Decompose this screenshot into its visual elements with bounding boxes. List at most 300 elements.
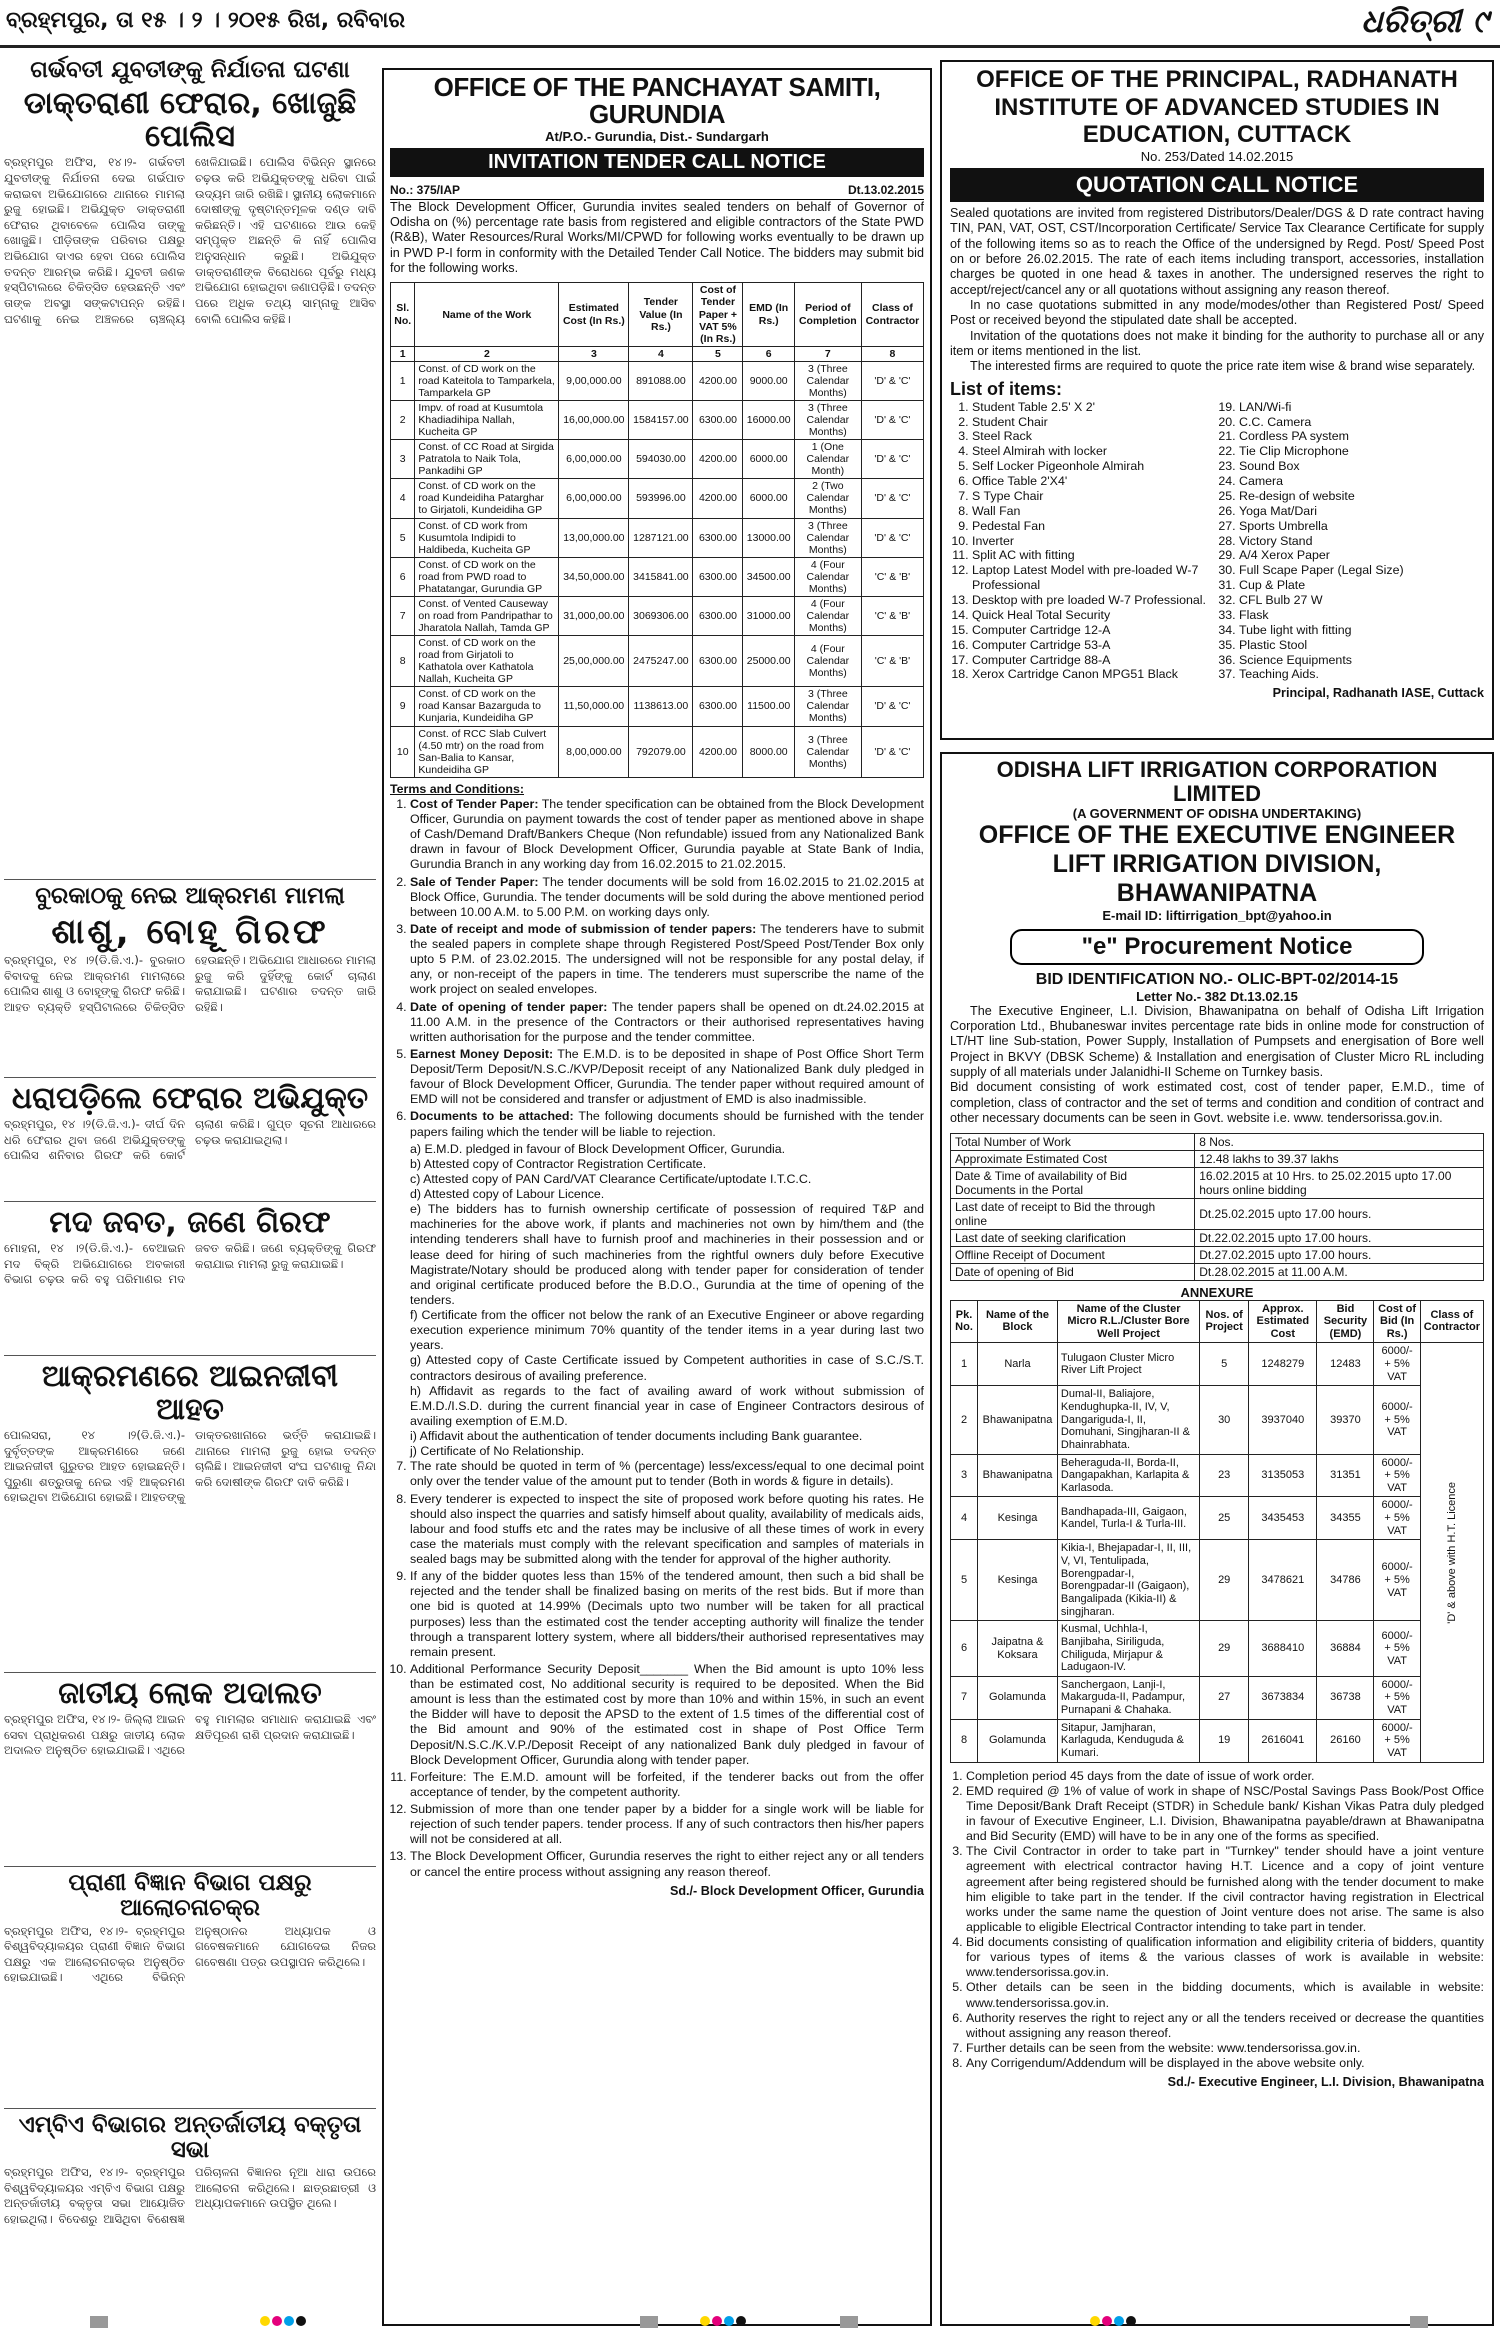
table-cell: 19: [1200, 1719, 1249, 1762]
tender-col-number: 7: [794, 346, 861, 361]
document-item: e) The bidders has to furnish ownership certificate of possession of required T&P and machineries for the above work, if plants and machineries not own by him/them and (the intending tenderers shall have to furnish proof and machineries in their possession and or lease deed for hiring of such machineries from the rightful owners duly before Executive Magistrate/Notary should be produced along with tender paper for consideration of tender and original certificate produced before the B.D.O., Gurundia at the time of opening of the tenders.: [410, 1202, 924, 1307]
table-cell: Const. of CD work on the road from Girjatoli to Kathatola over Kathatola Nallah, Kucheita GP: [415, 636, 559, 687]
table-cell: 13,00,000.00: [559, 518, 629, 557]
table-cell: Narla: [978, 1343, 1058, 1386]
table-cell: 594030.00: [629, 440, 693, 479]
story6-headline: ଜାତୀୟ ଲୋକ ଅଦାଲତ: [58, 1675, 322, 1711]
term-item: [410, 875, 924, 920]
table-cell: 1: [951, 1343, 978, 1386]
schedule-value: Dt.25.02.2015 upto 17.00 hours.: [1195, 1198, 1484, 1229]
quotation-para-2: In no case quotations submitted in any mode/modes/other than Registered Post/ Speed Post or received beyond the stipulated date shall be accepted.: [950, 297, 1484, 328]
olic-email: E-mail ID: liftirrigation_bpt@yahoo.in: [1102, 907, 1332, 923]
story2-kicker: ବୁରକାଠକୁ ନେଇ ଆକ୍ରମଣ ମାମଲା: [35, 883, 345, 910]
table-cell: Jaipatna & Koksara: [978, 1621, 1058, 1677]
list-item: 30. Full Scape Paper (Legal Size): [1239, 563, 1484, 578]
tender-col-number: 8: [861, 346, 923, 361]
header-brand-name: ଧରିତ୍ରୀ: [1360, 2, 1461, 40]
table-cell: 36738: [1317, 1676, 1374, 1719]
olic-corp-sub: (A GOVERNMENT OF ODISHA UNDERTAKING): [1072, 806, 1362, 822]
table-cell: Beheraguda-II, Borda-II, Dangapakhan, Karlapita & Karlasoda.: [1057, 1454, 1199, 1497]
table-cell: 8: [391, 636, 415, 687]
header-dateline: ବ୍ରହ୍ମପୁର, ତା ୧୫ । ୨ । ୨୦୧୫ ରିଖ, ରବିବାର: [6, 8, 406, 33]
table-row: [391, 726, 924, 777]
table-cell: 9: [391, 687, 415, 726]
olic-letter: Letter No.- 382 Dt.13.02.15: [1136, 988, 1298, 1004]
table-cell: 3415841.00: [629, 557, 693, 596]
annexure-col-header: Name of the Cluster Micro R.L./Cluster Bore Well Project: [1057, 1300, 1199, 1343]
list-item: 15. Computer Cartridge 12-A: [972, 623, 1217, 638]
table-cell: 3 (Three Calendar Months): [794, 518, 861, 557]
list-item: 28. Victory Stand: [1239, 534, 1484, 549]
color-registration-mark: [700, 2316, 746, 2332]
table-cell: 6000/- + 5% VAT: [1374, 1343, 1420, 1386]
schedule-value: Dt.28.02.2015 at 11.00 A.M.: [1195, 1263, 1484, 1280]
story8-body: ବ୍ରହ୍ମପୁର ଅଫିସ, ୧୪।୨- ବ୍ରହ୍ମପୁର ବିଶ୍ୱବିଦ୍ୟାଳୟର ଏମ୍‌ବିଏ ବିଭାଗ ପକ୍ଷରୁ ଅନ୍ତର୍ଜାତୀୟ ବକ୍ତୃତା ସଭା ଆୟୋଜିତ ହୋଇଥିଲା। ବିଦେଶରୁ ଆସିଥିବା ବିଶେଷଜ୍ଞ ପରିଚାଳନା ବିଜ୍ଞାନର ନୂଆ ଧାରା ଉପରେ ଆଲୋଚନା କରିଥିଲେ। ଛାତ୍ରଛାତ୍ରୀ ଓ ଅଧ୍ୟାପକମାନେ ଉପସ୍ଥିତ ଥିଲେ।: [4, 2165, 376, 2227]
table-cell: 4 (Four Calendar Months): [794, 636, 861, 687]
olic-notes: [950, 1769, 1484, 2072]
olic-bid-id: BID IDENTIFICATION NO.- OLIC-BPT-02/2014-15: [1035, 970, 1399, 988]
odia-news-column: [4, 54, 376, 2329]
table-cell: 4: [951, 1497, 978, 1540]
list-item: 22. Tie Clip Microphone: [1239, 444, 1484, 459]
table-cell: 23: [1200, 1454, 1249, 1497]
note-item: 3. The Civil Contractor in order to take part in "Turnkey" tender should have a joint venture agreement with electrical contractor having H.T. Licence and a copy of joint venture agreement after being registered should be furnished along with the tender document to make him eligible to take part in the tender. If the civil contractor having registration in Electrical works under the same name the question of Joint venture does not arise. The same is also applicable to eligible Electrical Contractor intending to take part in tender.: [966, 1844, 1484, 1935]
print-mark: [640, 2316, 658, 2328]
table-row: [951, 1343, 1484, 1386]
list-item: 27. Sports Umbrella: [1239, 519, 1484, 534]
story2-headline: ଶାଶୁ, ବୋହୂ ଗିରଫ: [51, 911, 329, 952]
table-cell: 2 (Two Calendar Months): [794, 479, 861, 518]
list-item: 37. Teaching Aids.: [1239, 667, 1484, 682]
table-row: [951, 1167, 1484, 1198]
list-item: 4. Steel Almirah with locker: [972, 444, 1217, 459]
olic-notice-title: "e" Procurement Notice: [1010, 929, 1424, 965]
term-text: The following documents should be furnished with the tender papers failing which the tender will be liable to rejection.: [410, 1109, 924, 1139]
list-item: 17. Computer Cartridge 88-A: [972, 653, 1217, 668]
story4-headline: ମଦ ଜବତ, ଜଣେ ଗିରଫ: [49, 1204, 331, 1240]
table-cell: Golamunda: [978, 1719, 1058, 1762]
list-item: 7. S Type Chair: [972, 489, 1217, 504]
list-item: 31. Cup & Plate: [1239, 578, 1484, 593]
table-cell: 5: [951, 1540, 978, 1621]
list-item: 8. Wall Fan: [972, 504, 1217, 519]
table-row: [391, 557, 924, 596]
schedule-value: 8 Nos.: [1195, 1133, 1484, 1150]
tender-signature: Sd./- Block Development Officer, Gurundia: [669, 1883, 924, 1898]
table-cell: 8,00,000.00: [559, 726, 629, 777]
annexure-body: [951, 1343, 1484, 1762]
table-cell: 16000.00: [743, 400, 794, 439]
story1-body: ବ୍ରହ୍ମପୁର ଅଫିସ, ୧୪।୨- ଗର୍ଭବତୀ ଯୁବତୀଙ୍କୁ ନିର୍ଯାତନା ଦେଇ ଗର୍ଭପାତ କରାଇବା ଅଭିଯୋଗରେ ଥାନାରେ ମାମଲା ରୁଜୁ ହୋଇଛି। ଅଭିଯୁକ୍ତ ଡାକ୍ତରାଣୀ ଫେରାର ଥିବାବେଳେ ପୋଲିସ ତାଙ୍କୁ ଖୋଜୁଛି। ପୀଡ଼ିତାଙ୍କ ପରିବାର ପକ୍ଷରୁ ଅଭିଯୋଗ ଦାଏର ହେବା ପରେ ପୋଲିସ ତଦନ୍ତ ଆରମ୍ଭ କରିଛି। ଯୁବତୀ ଜଣକ ହସ୍ପିଟାଲରେ ଚିକିତ୍ସିତ ହେଉଛନ୍ତି ଏବଂ ତାଙ୍କ ଅବସ୍ଥା ସଙ୍କଟାପନ୍ନ ରହିଛି। ଘଟଣାକୁ ନେଇ ଅଞ୍ଚଳରେ ଚାଞ୍ଚଲ୍ୟ ଖେଳିଯାଇଛି। ପୋଲିସ ବିଭିନ୍ନ ସ୍ଥାନରେ ଚଢ଼ଉ କରି ଅଭିଯୁକ୍ତଙ୍କୁ ଧରିବା ପାଇଁ ଉଦ୍ୟମ ଜାରି ରଖିଛି। ସ୍ଥାନୀୟ ଲୋକମାନେ ଦୋଷୀଙ୍କୁ ଦୃଷ୍ଟାନ୍ତମୂଳକ ଦଣ୍ଡ ଦାବି କରିଛନ୍ତି। ଏହି ଘଟଣାରେ ଆଉ କେହି ସମ୍ପୃକ୍ତ ଅଛନ୍ତି କି ନାହିଁ ପୋଲିସ ଅନୁସନ୍ଧାନ କରୁଛି। ଅଭିଯୁକ୍ତ ଡାକ୍ତରାଣୀଙ୍କ ବିରୋଧରେ ପୂର୍ବରୁ ମଧ୍ୟ ଅଭିଯୋଗ ହୋଇଥିବା ଜଣାପଡ଼ିଛି। ତଦନ୍ତ ପରେ ଅଧିକ ତଥ୍ୟ ସାମ୍ନାକୁ ଆସିବ ବୋଲି ପୋଲିସ କହିଛି।: [4, 155, 376, 326]
table-cell: 3: [391, 440, 415, 479]
table-cell: 6000/- + 5% VAT: [1374, 1676, 1420, 1719]
annexure-col-header: Class of Contractor: [1420, 1300, 1483, 1343]
tender-table-colnums: [391, 346, 924, 361]
list-item: 25. Re-design of website: [1239, 489, 1484, 504]
table-cell: Impv. of road at Kusumtola Khadiadihipa Nallah, Kucheita GP: [415, 400, 559, 439]
list-item: 5. Self Locker Pigeonhole Almirah: [972, 459, 1217, 474]
table-row: [951, 1719, 1484, 1762]
schedule-value: 12.48 lakhs to 39.37 lakhs: [1195, 1150, 1484, 1167]
table-cell: 6300.00: [693, 518, 743, 557]
table-cell: 'D' & 'C': [861, 518, 923, 557]
table-cell: 2475247.00: [629, 636, 693, 687]
term-item: [410, 922, 924, 998]
table-cell: Sanchergaon, Lanji-I, Makarguda-II, Padampur, Purnapani & Chahaka.: [1057, 1676, 1199, 1719]
table-row: [951, 1676, 1484, 1719]
story5-body: ପୋଲସରା, ୧୪ ।୨(ଡି.ଜି.ଏ.)- ଦୁର୍ବୃତ୍ତଙ୍କ ଆକ୍ରମଣରେ ଜଣେ ଆଇନଜୀବୀ ଗୁରୁତର ଆହତ ହୋଇଛନ୍ତି। ପୁରୁଣା ଶତ୍ରୁତାକୁ ନେଇ ଏହି ଆକ୍ରମଣ ହୋଇଥିବା ଅଭିଯୋଗ ହୋଇଛି। ଆହତଙ୍କୁ ଡାକ୍ତରଖାନାରେ ଭର୍ତ୍ତି କରାଯାଇଛି। ଥାନାରେ ମାମଲା ରୁଜୁ ହୋଇ ତଦନ୍ତ ଚାଲିଛି। ଆଇନଜୀବୀ ସଂଘ ଘଟଣାକୁ ନିନ୍ଦା କରି ଦୋଷୀଙ୍କ ଗିରଫ ଦାବି କରିଛି।: [4, 1427, 376, 1505]
list-item: 9. Pedestal Fan: [972, 519, 1217, 534]
table-cell: 6000/- + 5% VAT: [1374, 1719, 1420, 1762]
note-item: 2. EMD required @ 1% of value of work in shape of NSC/Postal Savings Pass Book/Post Office Time Deposit/Bank Draft Receipt (STDR) in Schedule bank/ Kishan Vikas Patra duly pledged in favour of Executive Engineer, L.I. Division, Bhawanipatna payable/drawn at Bhawanipatna and Bid Security (EMD) will have to be in any one of the forms as specified.: [966, 1784, 1484, 1845]
term-text: The E.M.D. is to be deposited in shape of Post Office Short Term Deposit/Term Deposit/N.S.C./KVP/Deposit receipt of any Nationalized Bank duly pledged in favour of Block Development Officer, Gurundia. The tender paper without required amount of EMD will not be considered and transfer or adjustment of EMD is also inadmissible.: [410, 1046, 924, 1107]
table-row: [951, 1246, 1484, 1263]
table-cell: 1248279: [1249, 1343, 1317, 1386]
table-cell: 9000.00: [743, 361, 794, 400]
story7-headline: ପ୍ରାଣୀ ବିଜ୍ଞାନ ବିଭାଗ ପକ୍ଷରୁ ଆଲୋଚନାଚକ୍ର: [68, 1869, 312, 1922]
table-cell: Kesinga: [978, 1540, 1058, 1621]
tender-col-number: 3: [559, 346, 629, 361]
table-cell: 8: [951, 1719, 978, 1762]
table-row: [391, 518, 924, 557]
table-cell: 3 (Three Calendar Months): [794, 687, 861, 726]
term-text: The tenderers have to submit the sealed papers in complete shape through Registered Post/Speed Post/Tender Box only upto 5 P.M. of 23.02.2015. The undersigned will not be responsible for any postal delay, if any, or non-receipt of the papers in time. The tenderers must superscribe the name of the work project on sealed envelopes.: [410, 921, 924, 997]
table-cell: 8000.00: [743, 726, 794, 777]
table-cell: Const. of RCC Slab Culvert (4.50 mtr) on the road from San-Balia to Kansar, Kundeidiha GP: [415, 726, 559, 777]
table-cell: 6000/- + 5% VAT: [1374, 1386, 1420, 1454]
tender-col-header: Tender Value (In Rs.): [629, 283, 693, 346]
term-item: 11. Forfeiture: The E.M.D. amount will be forfeited, if the tenderer backs out from the offer acceptance of tender, by the competent authority.: [410, 1770, 924, 1800]
table-cell: 1287121.00: [629, 518, 693, 557]
table-cell: 'D' & 'C': [861, 479, 923, 518]
page-number: ୯: [1472, 2, 1488, 40]
table-row: [391, 400, 924, 439]
table-cell: 36884: [1317, 1621, 1374, 1677]
schedule-label: Date of opening of Bid: [951, 1263, 1195, 1280]
list-item: 14. Quick Heal Total Security: [972, 608, 1217, 623]
note-item: 7. Further details can be seen from the website: www.tendersorissa.gov.in.: [966, 2041, 1484, 2056]
annexure-col-header: Name of the Block: [978, 1300, 1058, 1343]
tender-col-header: Class of Contractor: [861, 283, 923, 346]
table-row: [951, 1150, 1484, 1167]
table-cell: 13000.00: [743, 518, 794, 557]
table-cell: 3435453: [1249, 1497, 1317, 1540]
tender-col-number: 4: [629, 346, 693, 361]
table-cell: 6,00,000.00: [559, 479, 629, 518]
list-item: 2. Student Chair: [972, 415, 1217, 430]
term-item: 9. If any of the bidder quotes less than 15% of the tendered amount, then such a bid shall be rejected and the tender shall be finalized basing on merits of the rest bids. But if more than one bid is quoted at 14.99% (Decimals upto two number will be taken for all practical purposes) less than the estimated cost the tender accepting authority will finalize the tender through a transparent lottery system, where all bidders/their authorised representatives may remain present.: [410, 1569, 924, 1660]
print-mark: [1410, 2316, 1428, 2328]
list-item: 13. Desktop with pre loaded W-7 Professional.: [972, 593, 1217, 608]
documents-list: [410, 1142, 924, 1460]
table-cell: 3135053: [1249, 1454, 1317, 1497]
items-list-left: [950, 400, 1217, 683]
term-text: The tender specification can be obtained from the Block Development Officer, Gurundia on payment towards the cost of tender paper as mentioned above in shape of Cash/Demand Draft/Bankers Cheque (Non refundable) issued from any Nationalized Bank drawn in favour of Block Development Officer, Gurundia payable at State Bank of India, Gurundia Branch in any working day from 16.02.2015 to 21.02.2015.: [410, 796, 924, 872]
table-row: [951, 1621, 1484, 1677]
tender-title: OFFICE OF THE PANCHAYAT SAMITI, GURUNDIA: [433, 72, 881, 130]
table-cell: Const. of CD work from Kusumtola Indipidi to Haldibeda, Kucheita GP: [415, 518, 559, 557]
table-cell: 'D' & 'C': [861, 687, 923, 726]
table-cell: 'D' & 'C': [861, 440, 923, 479]
note-item: 5. Other details can be seen in the bidding documents, which is available in website: www.tendersorissa.gov.in.: [966, 1980, 1484, 2010]
term-item: 12. Submission of more than one tender paper by a bidder for a single work will be liable for rejection of such tender papers. tender process. If any of such contractors then his/her papers will not be considered at all.: [410, 1802, 924, 1847]
list-item: 12. Laptop Latest Model with pre-loaded W-7 Professional: [972, 563, 1217, 593]
tender-col-header: Period of Completion: [794, 283, 861, 346]
tender-col-header: Cost of Tender Paper + VAT 5% (In Rs.): [693, 283, 743, 346]
table-cell: 'C' & 'B': [861, 636, 923, 687]
tender-band: INVITATION TENDER CALL NOTICE: [390, 148, 924, 177]
table-cell: 31000.00: [743, 596, 794, 635]
table-cell: 6000.00: [743, 479, 794, 518]
table-cell: Golamunda: [978, 1676, 1058, 1719]
table-cell: 1 (One Calendar Month): [794, 440, 861, 479]
table-cell: Sitapur, Jamjharan, Karlaguda, Kenduguda & Kumari.: [1057, 1719, 1199, 1762]
table-cell: 6000/- + 5% VAT: [1374, 1454, 1420, 1497]
tender-col-number: 5: [693, 346, 743, 361]
note-item: 1. Completion period 45 days from the date of issue of work order.: [966, 1769, 1484, 1784]
document-item: g) Attested copy of Caste Certificate issued by Competent authorities in case of S.C./S.T. contractors desirous of availing preference.: [410, 1353, 924, 1383]
table-cell: Kesinga: [978, 1497, 1058, 1540]
tender-col-header: EMD (In Rs.): [743, 283, 794, 346]
olic-notice: [940, 752, 1494, 2326]
schedule-value: 16.02.2015 at 10 Hrs. to 25.02.2015 upto 17.00 hours online bidding: [1195, 1167, 1484, 1198]
story3-headline: ଧରାପଡ଼ିଲେ ଫେରାର ଅଭିଯୁକ୍ତ: [11, 1080, 369, 1116]
table-cell: 'D' & 'C': [861, 361, 923, 400]
annexure-col-header: Pk. No.: [951, 1300, 978, 1343]
table-cell: 'D' & 'C': [861, 400, 923, 439]
table-cell: 6: [951, 1621, 978, 1677]
items-list: [950, 400, 1484, 683]
table-cell: 1584157.00: [629, 400, 693, 439]
table-row: [951, 1386, 1484, 1454]
tender-table-body: [391, 361, 924, 777]
tender-col-header: Estimated Cost (In Rs.): [559, 283, 629, 346]
table-cell: 3 (Three Calendar Months): [794, 400, 861, 439]
quotation-ref: No. 253/Dated 14.02.2015: [1140, 148, 1294, 164]
term-item: [410, 1047, 924, 1108]
print-mark: [90, 2316, 108, 2328]
table-cell: 5: [1200, 1343, 1249, 1386]
annexure-title: ANNEXURE: [1180, 1284, 1254, 1300]
document-item: j) Certificate of No Relationship.: [410, 1444, 585, 1459]
list-item: 21. Cordless PA system: [1239, 429, 1484, 444]
list-item: 3. Steel Rack: [972, 429, 1217, 444]
table-cell: 31351: [1317, 1454, 1374, 1497]
table-cell: 6000/- + 5% VAT: [1374, 1540, 1420, 1621]
color-registration-mark: [260, 2316, 306, 2332]
table-cell: 1138613.00: [629, 687, 693, 726]
table-row: [391, 687, 924, 726]
list-item: 19. LAN/Wi-fi: [1239, 400, 1484, 415]
document-item: f) Certificate from the officer not below the rank of an Executive Engineer or above regarding execution experience minimum 70% quantity of the tender items in a year during last two years.: [410, 1308, 924, 1353]
quotation-para-1: Sealed quotations are invited from registered Distributors/Dealer/DGS & D rate contract having TIN, PAN, VAT, OST, CST/Incorporation Certificate/ Service Tax Clearance Certificate for supply of the following items so as to reach the Office of the undersigned by Regd. Post/ Speed Post on or before 26.02.2015. The rate of each items including transport, accessories, installation charges be quoted in one head & taxes in another. The undersigned reserves the right to accept/reject/cancel any or all quotations without assigning any reason thereof.: [950, 205, 1484, 297]
schedule-value: Dt.27.02.2015 upto 17.00 hours.: [1195, 1246, 1484, 1263]
schedule-label: Total Number of Work: [951, 1133, 1195, 1150]
table-cell: 34355: [1317, 1497, 1374, 1540]
table-cell: 3069306.00: [629, 596, 693, 635]
olic-office: OFFICE OF THE EXECUTIVE ENGINEER: [978, 821, 1456, 850]
annexure-col-header: Approx. Estimated Cost: [1249, 1300, 1317, 1343]
schedule-label: Date & Time of availability of Bid Documents in the Portal: [951, 1167, 1195, 1198]
table-cell: Bhawanipatna: [978, 1454, 1058, 1497]
tender-address: At/P.O.- Gurundia, Dist.- Sundargarh: [545, 128, 769, 144]
quotation-title: OFFICE OF THE PRINCIPAL, RADHANATH INSTITUTE OF ADVANCED STUDIES IN EDUCATION, CUTTACK: [976, 66, 1458, 149]
term-heading: Earnest Money Deposit:: [410, 1046, 554, 1061]
table-cell: Const. of CD work on the road Kansar Bazarguda to Kunjaria, Kundeidiha GP: [415, 687, 559, 726]
list-item: 18. Xerox Cartridge Canon MPG51 Black: [972, 667, 1217, 682]
schedule-label: Approximate Estimated Cost: [951, 1150, 1195, 1167]
list-item: 11. Split AC with fitting: [972, 548, 1217, 563]
table-cell: 6300.00: [693, 636, 743, 687]
table-cell: 6000/- + 5% VAT: [1374, 1621, 1420, 1677]
table-cell: 3 (Three Calendar Months): [794, 726, 861, 777]
story5-headline: ଆକ୍ରମଣରେ ଆଇନଜୀବୀ ଆହତ: [41, 1358, 339, 1427]
table-cell: Const. of CD work on the road Kateitola to Tamparkela, Tamparkela GP: [415, 361, 559, 400]
document-item: b) Attested copy of Contractor Registration Certificate.: [410, 1156, 707, 1171]
term-heading: Cost of Tender Paper:: [410, 796, 539, 811]
schedule-label: Last date of receipt to Bid the through online: [951, 1198, 1195, 1229]
table-cell: 4200.00: [693, 440, 743, 479]
term-item: [410, 1000, 924, 1045]
term-item: 8. Every tenderer is expected to inspect the site of proposed work before quoting his rates. He should also inspect the quarries and satisfy himself about quality, availability of medicals aids, labour and food stuffs etc and the rates may be inclusive of all these times of work in every case the materials must comply with the relevant specification and samples of materials in sealed bags may be submitted along with the tender for approval of the higher authority.: [410, 1492, 924, 1568]
term-item: 7. The rate should be quoted in term of % (percentage) less/excess/equal to one decimal point only over the tender value of the amount put to tender (Both in words & figure in details).: [410, 1459, 924, 1489]
table-cell: 3: [951, 1454, 978, 1497]
list-item: 34. Tube light with fitting: [1239, 623, 1484, 638]
table-row: [391, 479, 924, 518]
list-item: 26. Yoga Mat/Dari: [1239, 504, 1484, 519]
table-cell: 3688410: [1249, 1621, 1317, 1677]
table-cell: 6300.00: [693, 596, 743, 635]
table-cell: 34,50,000.00: [559, 557, 629, 596]
tender-ref-row: [390, 181, 924, 200]
table-cell: 6000.00: [743, 440, 794, 479]
note-item: 8. Any Corrigendum/Addendum will be displayed in the above website only.: [966, 2056, 1484, 2071]
table-cell: 6000/- + 5% VAT: [1374, 1497, 1420, 1540]
items-list-right: [1217, 400, 1484, 683]
table-cell: Kikia-I, Bhejapadar-I, II, III, V, VI, Tentulipada, Borengpadar-I, Borengpadar-II (Gaigaon), Bangalipada (Kikia-II) & singjharan.: [1057, 1540, 1199, 1621]
story7-body: ବ୍ରହ୍ମପୁର ଅଫିସ, ୧୪।୨- ବ୍ରହ୍ମପୁର ବିଶ୍ୱବିଦ୍ୟାଳୟର ପ୍ରାଣୀ ବିଜ୍ଞାନ ବିଭାଗ ପକ୍ଷରୁ ଏକ ଆଲୋଚନାଚକ୍ର ଅନୁଷ୍ଠିତ ହୋଇଯାଇଛି। ଏଥିରେ ବିଭିନ୍ନ ଅନୁଷ୍ଠାନର ଅଧ୍ୟାପକ ଓ ଗବେଷକମାନେ ଯୋଗଦେଇ ନିଜର ଗବେଷଣା ପତ୍ର ଉପସ୍ଥାପନ କରିଥିଲେ।: [4, 1923, 376, 1985]
table-row: [951, 1540, 1484, 1621]
olic-division: LIFT IRRIGATION DIVISION, BHAWANIPATNA: [1052, 850, 1382, 907]
tender-table-header: [391, 283, 924, 346]
table-cell: 25000.00: [743, 636, 794, 687]
table-row: [391, 361, 924, 400]
table-cell: 'D' & 'C': [861, 726, 923, 777]
table-cell: 4 (Four Calendar Months): [794, 557, 861, 596]
table-cell: Tulugaon Cluster Micro River Lift Project: [1057, 1343, 1199, 1386]
quotation-notice: [940, 60, 1494, 740]
tender-col-number: 6: [743, 346, 794, 361]
document-item: d) Attested copy of Labour Licence.: [410, 1187, 605, 1202]
table-cell: 4 (Four Calendar Months): [794, 596, 861, 635]
table-cell: 7: [391, 596, 415, 635]
story4-body: ମୋହନା, ୧୪ ।୨(ଡି.ଜି.ଏ.)- ବେଆଇନ ମଦ ବିକ୍ରି ଅଭିଯୋଗରେ ଅବକାରୀ ବିଭାଗ ଚଢ଼ଉ କରି ବହୁ ପରିମାଣର ମଦ ଜବତ କରିଛି। ଜଣେ ବ୍ୟକ୍ତିଙ୍କୁ ଗିରଫ କରାଯାଇ ମାମଲା ରୁଜୁ କରାଯାଇଛି।: [4, 1240, 376, 1287]
table-cell: 9,00,000.00: [559, 361, 629, 400]
annexure-col-header: Nos. of Project: [1200, 1300, 1249, 1343]
table-cell: 6,00,000.00: [559, 440, 629, 479]
quotation-band: QUOTATION CALL NOTICE: [950, 168, 1484, 202]
quotation-para-3: Invitation of the quotations does not make it binding for the authority to purchase all or any item or items mentioned in the list.: [950, 328, 1484, 359]
items-list-title: List of items:: [950, 378, 1063, 399]
olic-schedule-table: [950, 1133, 1484, 1281]
table-cell: 39370: [1317, 1386, 1374, 1454]
document-item: c) Attested copy of PAN Card/VAT Clearance Certificate/uptodate I.T.C.C.: [410, 1171, 812, 1186]
table-cell: 29: [1200, 1621, 1249, 1677]
term-heading: Sale of Tender Paper:: [410, 874, 539, 889]
table-row: [951, 1133, 1484, 1150]
table-cell: 4200.00: [693, 361, 743, 400]
table-cell: 2: [951, 1386, 978, 1454]
terms-list-continued: [390, 1459, 924, 1879]
tender-date: Dt.13.02.2015: [847, 182, 924, 197]
table-cell: 4200.00: [693, 479, 743, 518]
document-item: i) Affidavit about the authentication of tender documents including Bank guarantee.: [410, 1429, 863, 1444]
table-cell: 26160: [1317, 1719, 1374, 1762]
table-cell: Kusmal, Uchhla-I, Banjibaha, Siriliguda, Chiliguda, Mirjapur & Ladugaon-IV.: [1057, 1621, 1199, 1677]
table-cell: 25: [1200, 1497, 1249, 1540]
table-cell: 6300.00: [693, 400, 743, 439]
table-cell: Bhawanipatna: [978, 1386, 1058, 1454]
table-row: [951, 1454, 1484, 1497]
olic-para-2: Bid document consisting of work estimated cost, cost of tender paper, E.M.D., time of completion, class of contractor and the set of terms and condition and condition of contract and other necessary documents can be seen in Govt. website i.e. www. tendersorissa.gov.in.: [950, 1080, 1484, 1126]
table-cell: 10: [391, 726, 415, 777]
table-cell: 7: [951, 1676, 978, 1719]
table-cell: 34786: [1317, 1540, 1374, 1621]
list-item: 1. Student Table 2.5' X 2': [972, 400, 1217, 415]
olic-para-1: The Executive Engineer, L.I. Division, Bhawanipatna on behalf of Odisha Lift Irrigation Corporation Ltd., Bhubaneswar invites percentage rate bids in online mode for construction of LT/HT line Sub-station, Power Supply, Installation of Pumpsets and energisation of Bore well Project in BKVY (DBSK Scheme) & Installation and energisation of Cluster Micro RL including supply of all materials under Jalanidhi-II Scheme on Turnkey basis.: [950, 1003, 1484, 1080]
schedule-label: Offline Receipt of Document: [951, 1246, 1195, 1263]
table-cell: 'C' & 'B': [861, 596, 923, 635]
table-row: [391, 636, 924, 687]
table-cell: 34500.00: [743, 557, 794, 596]
story1-headline: ଡାକ୍ତରାଣୀ ଫେରାର, ଖୋଜୁଛି ପୋଲିସ: [23, 86, 357, 155]
table-cell: Dumal-II, Baliajore, Kendughupka-II, IV, V, Dangariguda-I, II, Domuhani, Singjharan-II & Dhainrabhata.: [1057, 1386, 1199, 1454]
color-registration-mark: [1090, 2316, 1136, 2332]
list-item: 29. A/4 Xerox Paper: [1239, 548, 1484, 563]
table-cell: 3 (Three Calendar Months): [794, 361, 861, 400]
table-cell: Const. of Vented Causeway on road from Pandripathar to Jharatola Nallah, Tamda GP: [415, 596, 559, 635]
list-item: 24. Camera: [1239, 474, 1484, 489]
term-item: 10. Additional Performance Security Deposit_______ When the Bid amount is upto 10% less than be estimated cost, No additional security is required to be deposited. When the Bid amount is less than the estimated cost by more than 10% and within 15%, in such an event the Bidder will have to deposit the APSD to the extent of 1.5 times of the differential cost of the Bid amount and 90% of the estimated cost in shape of Post Office Term Deposit/N.S.C./K.V.P./Deposit Receipt of any nationalized Bank duly pledged in favour of Block Development Officer, Gurundia along with tender paper.: [410, 1662, 924, 1768]
table-cell: 25,00,000.00: [559, 636, 629, 687]
annexure-col-header: Cost of Bid (In Rs.): [1374, 1300, 1420, 1343]
page-header: [0, 0, 1500, 48]
terms-list: [390, 797, 924, 1140]
document-item: a) E.M.D. pledged in favour of Block Development Officer, Gurundia.: [410, 1141, 786, 1156]
table-cell: 4200.00: [693, 726, 743, 777]
table-cell: 12483: [1317, 1343, 1374, 1386]
class-cell: [1420, 1343, 1483, 1762]
table-cell: 3673834: [1249, 1676, 1317, 1719]
print-mark: [840, 2316, 858, 2328]
document-item: h) Affidavit as regards to the fact of availing award of work without submission of E.M.D./I.S.D. during the current financial year in case of Engineer Contractors desirous of availing exemption of E.M.D.: [410, 1383, 924, 1428]
table-cell: 3937040: [1249, 1386, 1317, 1454]
table-cell: 5: [391, 518, 415, 557]
table-row: [391, 596, 924, 635]
list-item: 23. Sound Box: [1239, 459, 1484, 474]
note-item: 4. Bid documents consisting of qualification information and eligibility criteria of bidders, quantity for various types of items & the various classes of work is available in website: www.tendersorissa.gov.in.: [966, 1935, 1484, 1980]
tender-col-number: 1: [391, 346, 415, 361]
table-row: [951, 1198, 1484, 1229]
table-row: [951, 1497, 1484, 1540]
term-item: [410, 1109, 924, 1139]
list-item: 35. Plastic Stool: [1239, 638, 1484, 653]
tender-number: No.: 375/IAP: [390, 182, 461, 197]
olic-signature: Sd./- Executive Engineer, L.I. Division, Bhawanipatna: [1167, 2075, 1484, 2090]
table-cell: Const. of CC Road at Sirgida Patratola to Naik Tola, Pankadihi GP: [415, 440, 559, 479]
term-item: 13. The Block Development Officer, Gurundia reserves the right to either reject any or all tenders or cancel the entire process without assigning any reason thereof.: [410, 1849, 924, 1879]
table-cell: 11500.00: [743, 687, 794, 726]
